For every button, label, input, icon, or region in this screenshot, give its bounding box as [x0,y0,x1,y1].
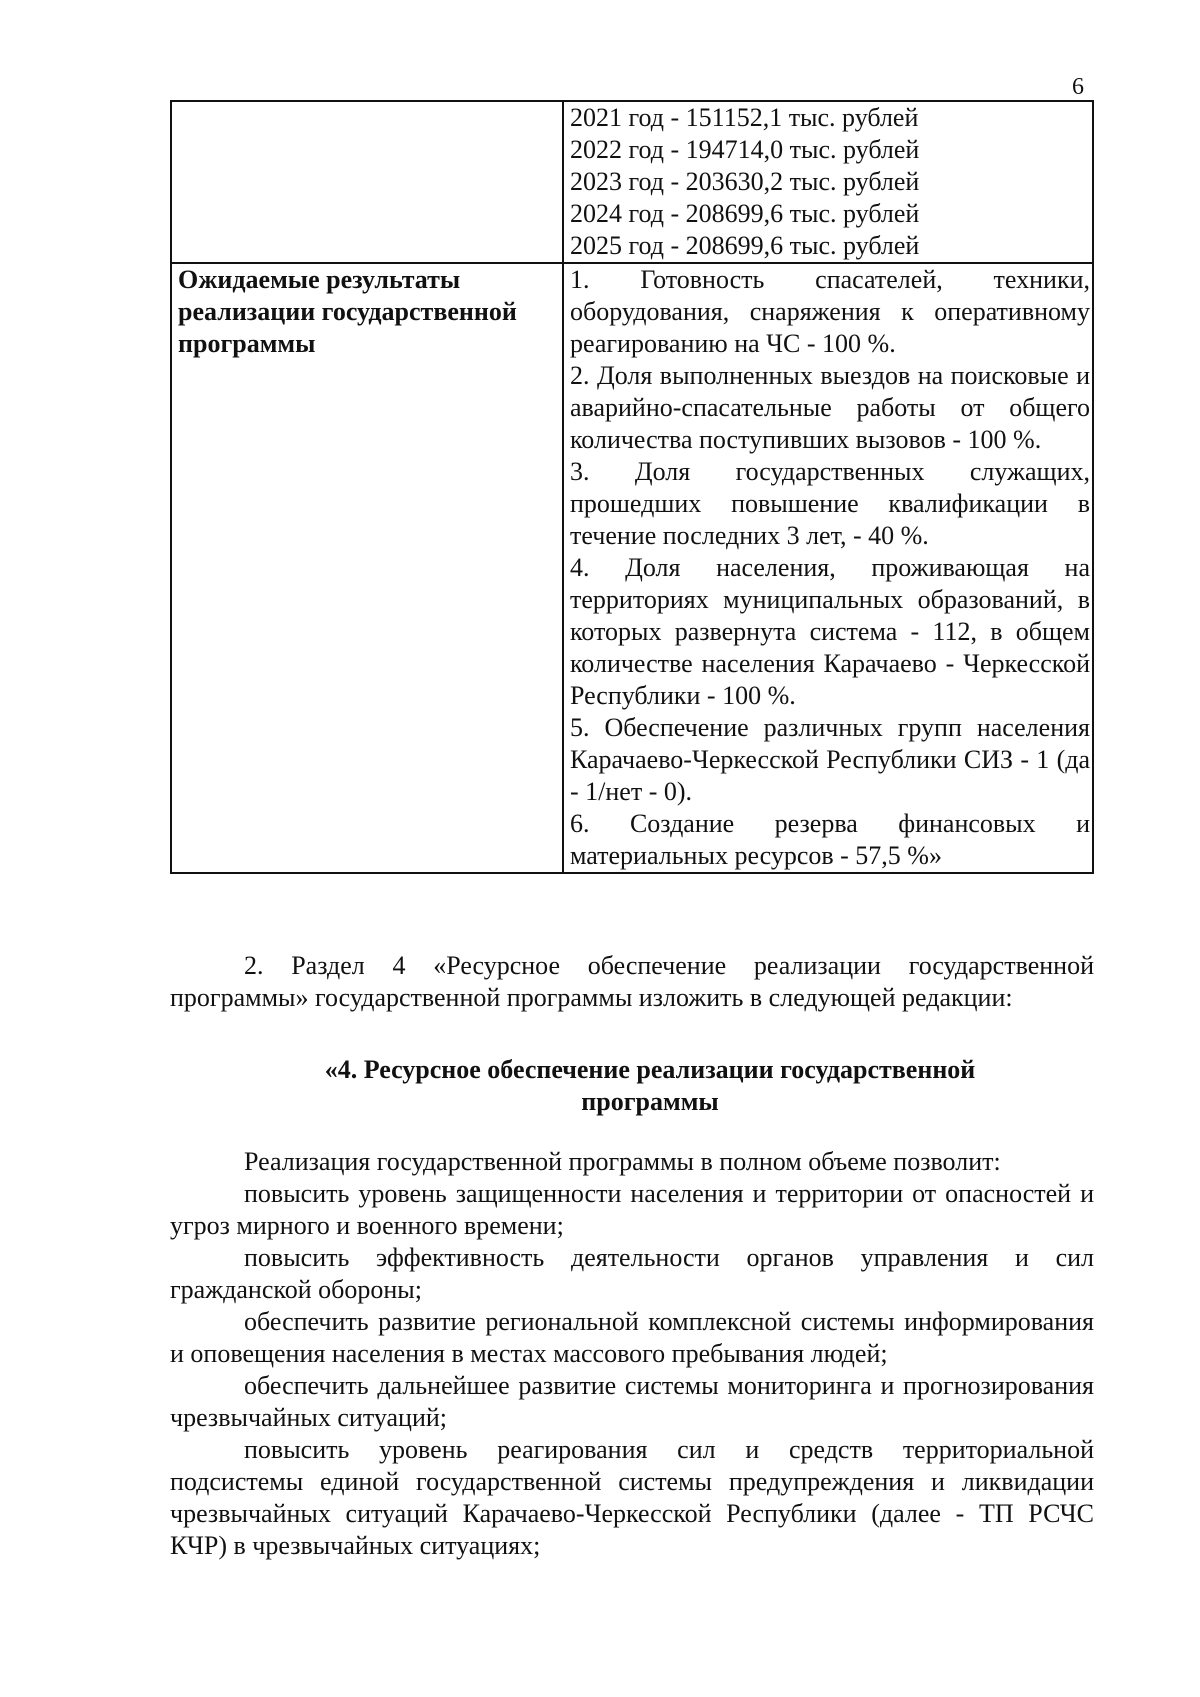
funding-label-cell [171,101,563,263]
results-label: Ожидаемые результаты реализации государственной программы [171,263,563,873]
result-item-3: 3. Доля государственных служащих, прошедших повышение квалификации в течение последних 3 лет, - 40 %. [570,457,1090,550]
paragraph-3: повысить эффективность деятельности органов управления и сил гражданской обороны; [170,1243,1094,1304]
funding-year-2024: 2024 год - 208699,6 тыс. рублей [570,199,920,228]
funding-year-2021: 2021 год - 151152,1 тыс. рублей [570,103,919,132]
paragraph-4: обеспечить развитие региональной комплексной системы информирования и оповещения населения в местах массового пребывания людей; [170,1307,1094,1368]
body-text [170,1146,1094,1562]
paragraph-6: повысить уровень реагирования сил и средств территориальной подсистемы единой государственной системы предупреждения и ликвидации чрезвычайных ситуаций Карачаево-Черкесской Республики (далее - ТП РСЧС КЧР) в чрезвычайных ситуациях; [170,1435,1094,1560]
result-item-4: 4. Доля населения, проживающая на территориях муниципальных образований, в которых развернута система - 112, в общем количестве населения Карачаево - Черкесской Республики - 100 %. [570,553,1090,710]
result-item-1: 1. Готовность спасателей, техники, оборудования, снаряжения к оперативному реагированию на ЧС - 100 %. [570,265,1090,358]
funding-year-2023: 2023 год - 203630,2 тыс. рублей [570,167,920,196]
results-cell [563,263,1093,873]
result-item-5: 5. Обеспечение различных групп населения Карачаево-Черкесской Республики СИЗ - 1 (да - 1/нет - 0). [570,713,1090,806]
paragraph-2: повысить уровень защищенности населения и территории от опасностей и угроз мирного и военного времени; [170,1179,1094,1240]
result-item-2: 2. Доля выполненных выездов на поисковые и аварийно-спасательные работы от общего количества поступивших вызовов - 100 %. [570,361,1090,454]
program-table [170,100,1094,874]
paragraph-5: обеспечить дальнейшее развитие системы мониторинга и прогнозирования чрезвычайных ситуаций; [170,1371,1094,1432]
page-number: 6 [1072,74,1084,100]
section-heading: «4. Ресурсное обеспечение реализации государственной программы [324,1055,976,1116]
paragraph-1: Реализация государственной программы в полном объеме позволит: [244,1147,1001,1176]
funding-year-2025: 2025 год - 208699,6 тыс. рублей [570,231,920,260]
table-row-funding [171,101,1093,263]
funding-year-2022: 2022 год - 194714,0 тыс. рублей [570,135,920,164]
result-item-6: 6. Создание резерва финансовых и материальных ресурсов - 57,5 %» [570,809,1090,870]
section-intro: 2. Раздел 4 «Ресурсное обеспечение реализации государственной программы» государственной программы изложить в следующей редакции: [170,951,1094,1012]
funding-values-cell [563,101,1093,263]
table-row-results [171,263,1093,873]
